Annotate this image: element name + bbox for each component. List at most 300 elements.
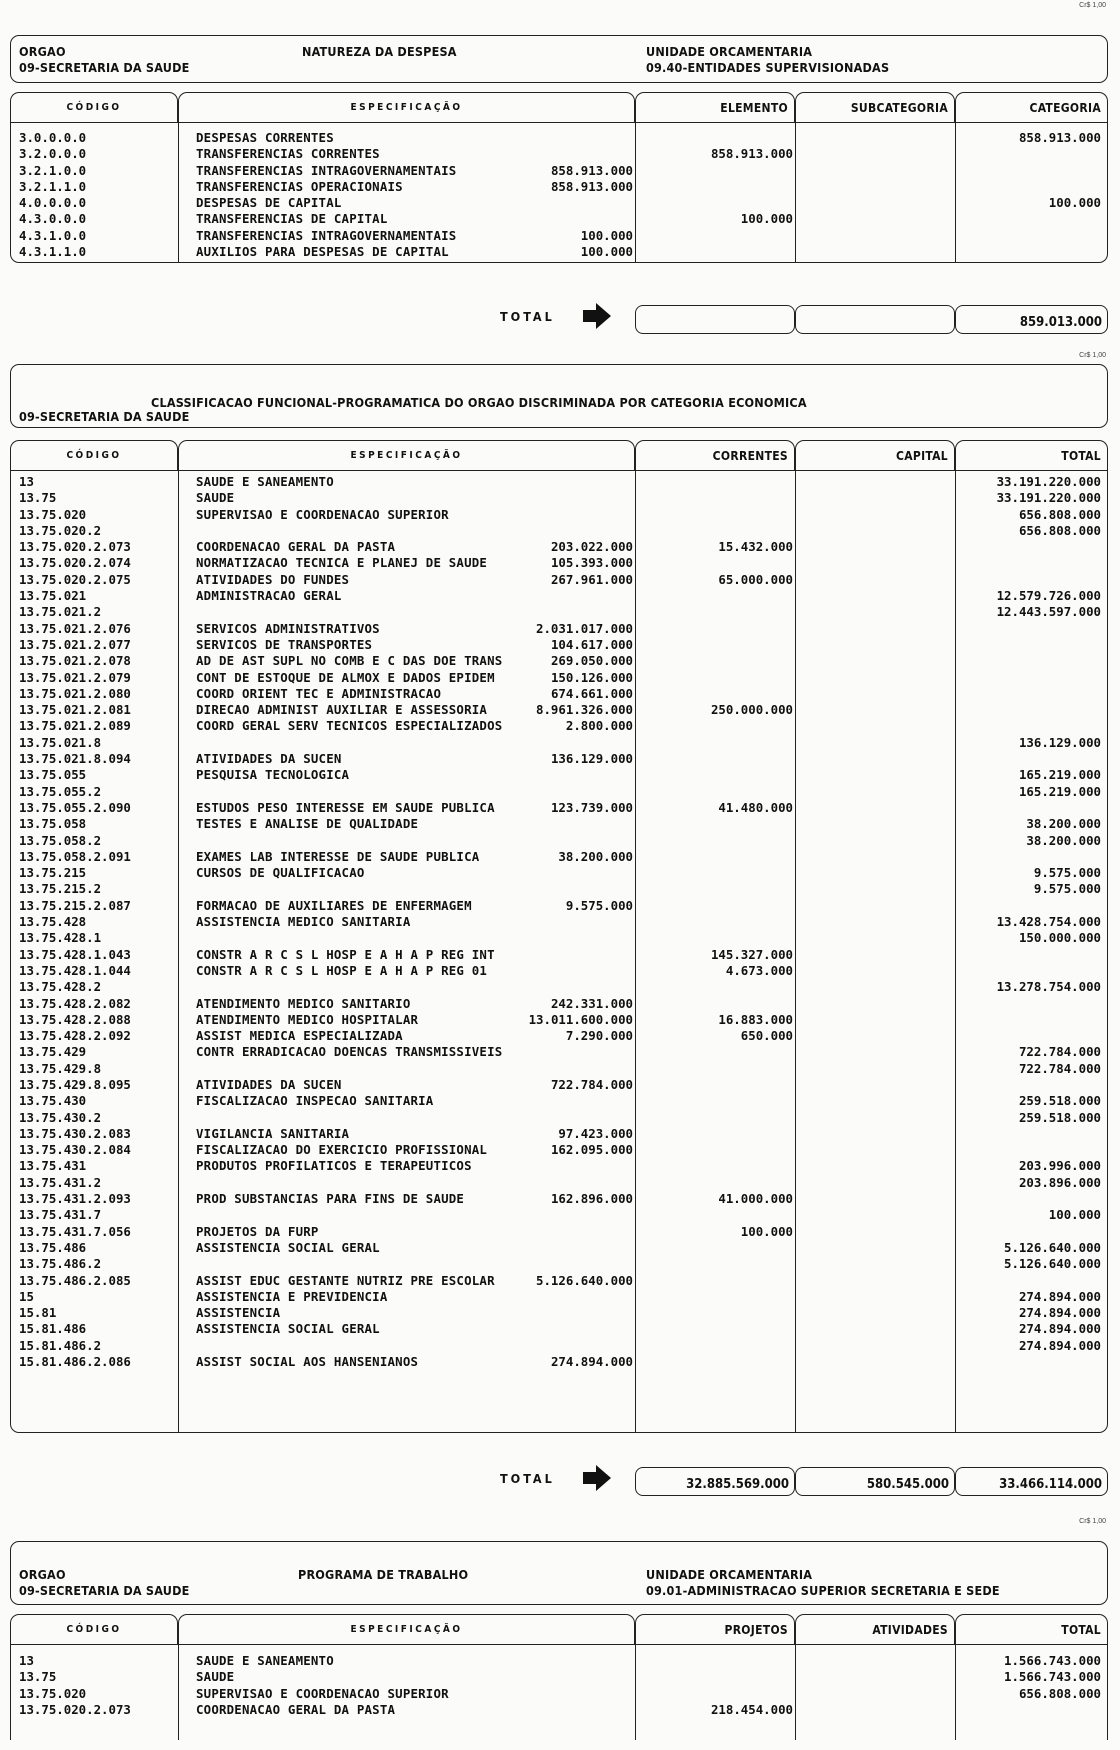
table-row	[11, 1126, 1107, 1142]
cell-codigo: 13.75.055.2.090	[19, 799, 131, 815]
cell-codigo: 13.75.430	[19, 1093, 87, 1109]
cell-especificacao: CONSTR A R C S L HOSP E A H A P REG 01	[196, 962, 488, 978]
table-row	[11, 474, 1107, 490]
table-row	[11, 1142, 1107, 1158]
cell-total: 13.428.754.000	[996, 914, 1101, 930]
cell-codigo: 13.75.215	[19, 865, 87, 881]
cell-codigo: 13.75.058.2	[19, 832, 102, 848]
section1-rows	[11, 130, 1107, 260]
cell-capital: 41.480.000	[718, 799, 793, 815]
cell-codigo: 13.75.429.8.095	[19, 1076, 131, 1092]
cell-codigo: 13.75.431.7	[19, 1207, 102, 1223]
cell-capital: 41.000.000	[718, 1191, 793, 1207]
cell-especificacao: NORMATIZACAO TECNICA E PLANEJ DE SAUDE	[196, 555, 488, 571]
cell-codigo: 13.75.020.2.073	[19, 1701, 131, 1717]
cell-codigo: 13.75.020.2	[19, 522, 102, 538]
table-row	[11, 735, 1107, 751]
orgao-value: 09-SECRETARIA DA SAUDE	[19, 1583, 190, 1598]
cell-total: 100.000	[1048, 1207, 1101, 1223]
table-row	[11, 1012, 1107, 1028]
column-header-elemento: ELEMENTO	[635, 92, 795, 123]
cell-codigo: 13.75.486.2	[19, 1256, 102, 1272]
cell-especificacao: TESTES E ANALISE DE QUALIDADE	[196, 816, 419, 832]
cell-especificacao: TRANSFERENCIAS INTRAGOVERNAMENTAIS	[196, 227, 457, 243]
cell-codigo: 15	[19, 1288, 34, 1304]
table-row	[11, 1158, 1107, 1174]
cell-especificacao: ASSIST SOCIAL AOS HANSENIANOS	[196, 1354, 419, 1370]
cell-especificacao: TRANSFERENCIAS DE CAPITAL	[196, 211, 388, 227]
cell-total: 656.808.000	[1018, 522, 1101, 538]
table-row	[11, 686, 1107, 702]
cell-especificacao: PROJETOS DA FURP	[196, 1223, 319, 1239]
cell-codigo: 13.75.486	[19, 1239, 87, 1255]
table-row	[11, 996, 1107, 1012]
cell-correntes: 136.129.000	[550, 751, 633, 767]
cell-codigo: 13.75.021.8.094	[19, 751, 131, 767]
cell-codigo: 13.75.428.1.043	[19, 946, 131, 962]
table-row	[11, 1207, 1107, 1223]
table-row	[11, 1321, 1107, 1337]
cell-codigo: 13.75.428.1	[19, 930, 102, 946]
table-row	[11, 1110, 1107, 1126]
table-row	[11, 1256, 1107, 1272]
column-header-total: TOTAL	[955, 440, 1108, 471]
table-row	[11, 914, 1107, 930]
cell-especificacao: DESPESAS CORRENTES	[196, 130, 334, 145]
cell-especificacao: TRANSFERENCIAS CORRENTES	[196, 146, 380, 162]
table-row	[11, 718, 1107, 734]
cell-codigo: 13.75.020	[19, 1685, 87, 1701]
cell-especificacao: COORD ORIENT TEC E ADMINISTRACAO	[196, 685, 442, 701]
table-row	[11, 228, 1107, 244]
arrow-right-icon	[582, 1464, 612, 1492]
table-row	[11, 1028, 1107, 1044]
table-row	[11, 1191, 1107, 1207]
cell-especificacao: SERVICOS ADMINISTRATIVOS	[196, 620, 380, 636]
total-elemento	[635, 305, 795, 334]
table-row	[11, 1061, 1107, 1077]
cell-codigo: 3.0.0.0.0	[19, 130, 87, 145]
cell-especificacao: ASSISTENCIA SOCIAL GERAL	[196, 1321, 380, 1337]
cell-codigo: 3.2.1.0.0	[19, 162, 87, 178]
cell-total: 33.191.220.000	[996, 474, 1101, 489]
cell-codigo: 13.75.430.2.083	[19, 1125, 131, 1141]
cell-total: 1.566.743.000	[1004, 1669, 1101, 1685]
cell-codigo: 13.75.429	[19, 1044, 87, 1060]
cell-codigo: 13.75.021.2.076	[19, 620, 131, 636]
cell-correntes: 8.961.326.000	[536, 702, 633, 718]
cell-especificacao: ASSIST MEDICA ESPECIALIZADA	[196, 1028, 403, 1044]
report-title: NATUREZA DA DESPESA	[302, 44, 457, 59]
cell-especificacao: TRANSFERENCIAS INTRAGOVERNAMENTAIS	[196, 162, 457, 178]
table-row	[11, 784, 1107, 800]
cell-especificacao: ASSISTENCIA E PREVIDENCIA	[196, 1288, 388, 1304]
cell-total: 656.808.000	[1018, 506, 1101, 522]
table-row	[11, 523, 1107, 539]
unidade-label: UNIDADE ORCAMENTARIA	[646, 1567, 813, 1582]
table-row	[11, 1077, 1107, 1093]
cell-correntes: 38.200.000	[558, 848, 633, 864]
total-correntes: 32.885.569.000	[635, 1467, 795, 1496]
cell-codigo: 4.3.0.0.0	[19, 211, 87, 227]
cell-codigo: 4.3.1.0.0	[19, 227, 87, 243]
cell-correntes: 2.800.000	[565, 718, 633, 734]
table-row	[11, 163, 1107, 179]
cell-codigo: 13.75.428.2.088	[19, 1011, 131, 1027]
section1-header-box	[10, 35, 1108, 83]
cell-total: 259.518.000	[1018, 1093, 1101, 1109]
cell-codigo: 13.75.428.1.044	[19, 962, 131, 978]
cell-codigo: 13.75.020.2.075	[19, 571, 131, 587]
table-row	[11, 767, 1107, 783]
section3-rows	[11, 1653, 1107, 1718]
cell-codigo: 13.75.055.2	[19, 783, 102, 799]
table-row	[11, 1354, 1107, 1370]
total-geral: 33.466.114.000	[955, 1467, 1108, 1496]
cell-codigo: 13.75.428.2.082	[19, 995, 131, 1011]
cell-codigo: 3.2.0.0.0	[19, 146, 87, 162]
table-row	[11, 1289, 1107, 1305]
cell-especificacao: COORDENACAO GERAL DA PASTA	[196, 1701, 396, 1717]
table-row	[11, 195, 1107, 211]
cell-total: 274.894.000	[1018, 1288, 1101, 1304]
section1-table-header	[10, 92, 1108, 123]
cell-codigo: 13.75.020	[19, 506, 87, 522]
cell-codigo: 13.75.055	[19, 767, 87, 783]
cell-codigo: 13.75	[19, 490, 57, 506]
cell-codigo: 13.75.021.2.077	[19, 636, 131, 652]
cell-codigo: 3.2.1.1.0	[19, 178, 87, 194]
table-row	[11, 849, 1107, 865]
cell-elemento: 100.000	[580, 244, 633, 260]
cell-especificacao: ATIVIDADES DA SUCEN	[196, 751, 342, 767]
table-row	[11, 947, 1107, 963]
total-label: TOTAL	[500, 1471, 555, 1486]
cell-correntes: 162.896.000	[550, 1191, 633, 1207]
report-title: PROGRAMA DE TRABALHO	[298, 1567, 469, 1582]
currency-unit-label: Cr$ 1,00	[1079, 2, 1106, 9]
cell-correntes: 722.784.000	[550, 1076, 633, 1092]
table-row	[11, 1338, 1107, 1354]
cell-total: 136.129.000	[1018, 734, 1101, 750]
cell-total: 150.000.000	[1018, 930, 1101, 946]
cell-codigo: 13	[19, 1653, 34, 1668]
orgao-label: ORGAO	[19, 1567, 66, 1582]
table-row	[11, 490, 1107, 506]
cell-total: 274.894.000	[1018, 1337, 1101, 1353]
column-header-correntes: CORRENTES	[635, 440, 795, 471]
section3-table-body	[10, 1644, 1108, 1740]
cell-total: 203.996.000	[1018, 1158, 1101, 1174]
table-row	[11, 1305, 1107, 1321]
cell-especificacao: SAUDE E SANEAMENTO	[196, 1653, 334, 1668]
cell-especificacao: EXAMES LAB INTERESSE DE SAUDE PUBLICA	[196, 848, 480, 864]
table-row	[11, 539, 1107, 555]
cell-codigo: 13.75.021.8	[19, 734, 102, 750]
report-title: CLASSIFICACAO FUNCIONAL-PROGRAMATICA DO ORGAO DISCRIMINADA POR CATEGORIA ECONOMICA	[151, 395, 807, 410]
cell-especificacao: ADMINISTRACAO GERAL	[196, 588, 342, 604]
cell-correntes: 269.050.000	[550, 653, 633, 669]
cell-total: 12.443.597.000	[996, 604, 1101, 620]
section2-table-header	[10, 440, 1108, 471]
column-header-projetos: PROJETOS	[635, 1614, 795, 1645]
table-row	[11, 1273, 1107, 1289]
section2-header-box	[10, 364, 1108, 428]
table-row	[11, 1093, 1107, 1109]
table-row	[11, 130, 1107, 146]
cell-total: 12.579.726.000	[996, 588, 1101, 604]
table-row	[11, 979, 1107, 995]
cell-correntes: 2.031.017.000	[536, 620, 633, 636]
table-row	[11, 833, 1107, 849]
table-row	[11, 1669, 1107, 1685]
cell-elemento: 100.000	[580, 227, 633, 243]
cell-correntes: 104.617.000	[550, 636, 633, 652]
table-row	[11, 1702, 1107, 1718]
cell-especificacao: ASSIST EDUC GESTANTE NUTRIZ PRE ESCOLAR	[196, 1272, 495, 1288]
table-row	[11, 146, 1107, 162]
cell-especificacao: ASSISTENCIA MEDICO SANITARIA	[196, 914, 411, 930]
cell-especificacao: PRODUTOS PROFILATICOS E TERAPEUTICOS	[196, 1158, 472, 1174]
table-row	[11, 1240, 1107, 1256]
section2-table-body	[10, 470, 1108, 1433]
cell-especificacao: SAUDE E SANEAMENTO	[196, 474, 334, 489]
cell-correntes: 674.661.000	[550, 685, 633, 701]
table-row	[11, 1686, 1107, 1702]
cell-codigo: 13.75.431.7.056	[19, 1223, 131, 1239]
cell-especificacao: COORDENACAO GERAL DA PASTA	[196, 539, 396, 555]
cell-correntes: 162.095.000	[550, 1142, 633, 1158]
table-row	[11, 572, 1107, 588]
cell-codigo: 15.81.486	[19, 1321, 87, 1337]
table-row	[11, 865, 1107, 881]
cell-codigo: 13.75.428.2	[19, 979, 102, 995]
cell-categoria: 100.000	[1048, 195, 1101, 211]
table-row	[11, 637, 1107, 653]
cell-codigo: 13.75.020.2.074	[19, 555, 131, 571]
cell-especificacao: AD DE AST SUPL NO COMB E C DAS DOE TRANS	[196, 653, 503, 669]
cell-elemento: 858.913.000	[550, 178, 633, 194]
cell-codigo: 13.75.429.8	[19, 1060, 102, 1076]
table-row	[11, 653, 1107, 669]
cell-codigo: 13	[19, 474, 34, 489]
cell-especificacao: ASSISTENCIA SOCIAL GERAL	[196, 1239, 380, 1255]
cell-especificacao: FISCALIZACAO INSPECAO SANITARIA	[196, 1093, 434, 1109]
cell-especificacao: SUPERVISAO E COORDENACAO SUPERIOR	[196, 506, 449, 522]
currency-unit-label: Cr$ 1,00	[1079, 352, 1106, 359]
cell-especificacao: AUXILIOS PARA DESPESAS DE CAPITAL	[196, 244, 449, 260]
cell-capital: 16.883.000	[718, 1011, 793, 1027]
cell-especificacao: SUPERVISAO E COORDENACAO SUPERIOR	[196, 1685, 449, 1701]
cell-codigo: 13.75.428.2.092	[19, 1028, 131, 1044]
cell-codigo: 4.0.0.0.0	[19, 195, 87, 211]
cell-especificacao: ATIVIDADES DO FUNDES	[196, 571, 350, 587]
section2-rows	[11, 474, 1107, 1370]
unidade-value: 09.40-ENTIDADES SUPERVISIONADAS	[646, 60, 890, 75]
cell-codigo: 13.75.428	[19, 914, 87, 930]
cell-total: 165.219.000	[1018, 767, 1101, 783]
orgao-value: 09-SECRETARIA DA SAUDE	[19, 60, 190, 75]
cell-codigo: 13.75.486.2.085	[19, 1272, 131, 1288]
cell-correntes: 5.126.640.000	[536, 1272, 633, 1288]
cell-correntes: 274.894.000	[550, 1354, 633, 1370]
cell-codigo: 15.81.486.2.086	[19, 1354, 131, 1370]
orgao-label: ORGAO	[19, 44, 66, 59]
cell-capital: 65.000.000	[718, 571, 793, 587]
cell-correntes: 105.393.000	[550, 555, 633, 571]
cell-especificacao: PESQUISA TECNOLOGICA	[196, 767, 350, 783]
unidade-value: 09.01-ADMINISTRACAO SUPERIOR SECRETARIA E SEDE	[646, 1583, 1000, 1598]
cell-especificacao: CONTR ERRADICACAO DOENCAS TRANSMISSIVEIS	[196, 1044, 503, 1060]
cell-correntes: 123.739.000	[550, 799, 633, 815]
section3-table-header	[10, 1614, 1108, 1645]
cell-subcategoria: 858.913.000	[710, 146, 793, 162]
cell-codigo: 13.75	[19, 1669, 57, 1685]
column-header-especificacao: ESPECIFICAÇÃO	[178, 1614, 635, 1645]
column-header-categoria: CATEGORIA	[955, 92, 1108, 123]
cell-total: 656.808.000	[1018, 1685, 1101, 1701]
cell-especificacao: COORD GERAL SERV TECNICOS ESPECIALIZADOS	[196, 718, 503, 734]
cell-total: 38.200.000	[1026, 816, 1101, 832]
cell-correntes: 242.331.000	[550, 995, 633, 1011]
cell-especificacao: PROD SUBSTANCIAS PARA FINS DE SAUDE	[196, 1191, 465, 1207]
cell-codigo: 13.75.430.2.084	[19, 1142, 131, 1158]
cell-total: 165.219.000	[1018, 783, 1101, 799]
cell-total: 274.894.000	[1018, 1305, 1101, 1321]
cell-categoria: 858.913.000	[1018, 130, 1101, 145]
cell-codigo: 13.75.020.2.073	[19, 539, 131, 555]
table-row	[11, 1175, 1107, 1191]
cell-correntes: 267.961.000	[550, 571, 633, 587]
table-row	[11, 670, 1107, 686]
cell-correntes: 150.126.000	[550, 669, 633, 685]
cell-codigo: 15.81	[19, 1305, 57, 1321]
cell-correntes: 7.290.000	[565, 1028, 633, 1044]
cell-subcategoria: 100.000	[740, 211, 793, 227]
cell-capital: 250.000.000	[710, 702, 793, 718]
cell-codigo: 13.75.430.2	[19, 1109, 102, 1125]
table-row	[11, 881, 1107, 897]
cell-codigo: 13.75.058.2.091	[19, 848, 131, 864]
cell-total: 203.896.000	[1018, 1174, 1101, 1190]
cell-codigo: 13.75.021.2.089	[19, 718, 131, 734]
cell-especificacao: SAUDE	[196, 1669, 235, 1685]
cell-especificacao: ATENDIMENTO MEDICO SANITARIO	[196, 995, 411, 1011]
cell-elemento: 858.913.000	[550, 162, 633, 178]
cell-especificacao: ATENDIMENTO MEDICO HOSPITALAR	[196, 1011, 419, 1027]
cell-capital: 650.000	[740, 1028, 793, 1044]
table-row	[11, 179, 1107, 195]
table-row	[11, 211, 1107, 227]
cell-codigo: 13.75.215.2	[19, 881, 102, 897]
cell-correntes: 203.022.000	[550, 539, 633, 555]
cell-capital: 100.000	[740, 1223, 793, 1239]
cell-especificacao: SAUDE	[196, 490, 235, 506]
table-row	[11, 588, 1107, 604]
cell-codigo: 4.3.1.1.0	[19, 244, 87, 260]
cell-correntes: 9.575.000	[565, 897, 633, 913]
cell-capital: 15.432.000	[718, 539, 793, 555]
table-row	[11, 604, 1107, 620]
table-row	[11, 751, 1107, 767]
cell-codigo: 13.75.021.2.080	[19, 685, 131, 701]
table-row	[11, 898, 1107, 914]
column-header-capital: CAPITAL	[795, 440, 955, 471]
cell-codigo: 13.75.021.2.078	[19, 653, 131, 669]
cell-total: 274.894.000	[1018, 1321, 1101, 1337]
table-row	[11, 930, 1107, 946]
arrow-right-icon	[582, 302, 612, 330]
cell-codigo: 13.75.431.2	[19, 1174, 102, 1190]
section1-table-body	[10, 122, 1108, 263]
cell-codigo: 13.75.021.2.081	[19, 702, 131, 718]
table-row	[11, 963, 1107, 979]
cell-total: 38.200.000	[1026, 832, 1101, 848]
table-row	[11, 621, 1107, 637]
cell-correntes: 97.423.000	[558, 1125, 633, 1141]
cell-correntes: 13.011.600.000	[528, 1011, 633, 1027]
cell-total: 9.575.000	[1033, 865, 1101, 881]
total-categoria: 859.013.000	[955, 305, 1108, 334]
cell-total: 722.784.000	[1018, 1060, 1101, 1076]
cell-codigo: 13.75.021.2	[19, 604, 102, 620]
cell-codigo: 13.75.215.2.087	[19, 897, 131, 913]
cell-total: 259.518.000	[1018, 1109, 1101, 1125]
cell-especificacao: CONT DE ESTOQUE DE ALMOX E DADOS EPIDEM	[196, 669, 495, 685]
cell-codigo: 13.75.021.2.079	[19, 669, 131, 685]
orgao-value: 09-SECRETARIA DA SAUDE	[19, 409, 190, 424]
cell-atividades: 218.454.000	[710, 1701, 793, 1717]
cell-especificacao: CONSTR A R C S L HOSP E A H A P REG INT	[196, 946, 495, 962]
cell-especificacao: FORMACAO DE AUXILIARES DE ENFERMAGEM	[196, 897, 472, 913]
table-row	[11, 702, 1107, 718]
cell-especificacao: ESTUDOS PESO INTERESSE EM SAUDE PUBLICA	[196, 799, 495, 815]
total-label: TOTAL	[500, 309, 555, 324]
section3-header-box	[10, 1541, 1108, 1605]
cell-especificacao: TRANSFERENCIAS OPERACIONAIS	[196, 178, 403, 194]
table-row	[11, 555, 1107, 571]
cell-codigo: 15.81.486.2	[19, 1337, 102, 1353]
cell-especificacao: FISCALIZACAO DO EXERCICIO PROFISSIONAL	[196, 1142, 488, 1158]
cell-capital: 4.673.000	[725, 962, 793, 978]
cell-codigo: 13.75.058	[19, 816, 87, 832]
column-header-especificacao: ESPECIFICAÇÃO	[178, 440, 635, 471]
table-row	[11, 507, 1107, 523]
cell-codigo: 13.75.021	[19, 588, 87, 604]
cell-total: 13.278.754.000	[996, 979, 1101, 995]
table-row	[11, 244, 1107, 260]
cell-especificacao: ATIVIDADES DA SUCEN	[196, 1076, 342, 1092]
cell-capital: 145.327.000	[710, 946, 793, 962]
column-header-especificacao: ESPECIFICAÇÃO	[178, 92, 635, 123]
currency-unit-label: Cr$ 1,00	[1079, 1518, 1106, 1525]
cell-total: 33.191.220.000	[996, 490, 1101, 506]
table-row	[11, 1224, 1107, 1240]
cell-especificacao: DESPESAS DE CAPITAL	[196, 195, 342, 211]
cell-total: 5.126.640.000	[1004, 1256, 1101, 1272]
total-capital: 580.545.000	[795, 1467, 955, 1496]
cell-total: 722.784.000	[1018, 1044, 1101, 1060]
cell-codigo: 13.75.431	[19, 1158, 87, 1174]
table-row	[11, 1044, 1107, 1060]
unidade-label: UNIDADE ORCAMENTARIA	[646, 44, 813, 59]
cell-total: 1.566.743.000	[1004, 1653, 1101, 1668]
cell-especificacao: SERVICOS DE TRANSPORTES	[196, 636, 373, 652]
cell-especificacao: DIRECAO ADMINIST AUXILIAR E ASSESSORIA	[196, 702, 488, 718]
cell-especificacao: ASSISTENCIA	[196, 1305, 281, 1321]
table-row	[11, 800, 1107, 816]
cell-codigo: 13.75.431.2.093	[19, 1191, 131, 1207]
